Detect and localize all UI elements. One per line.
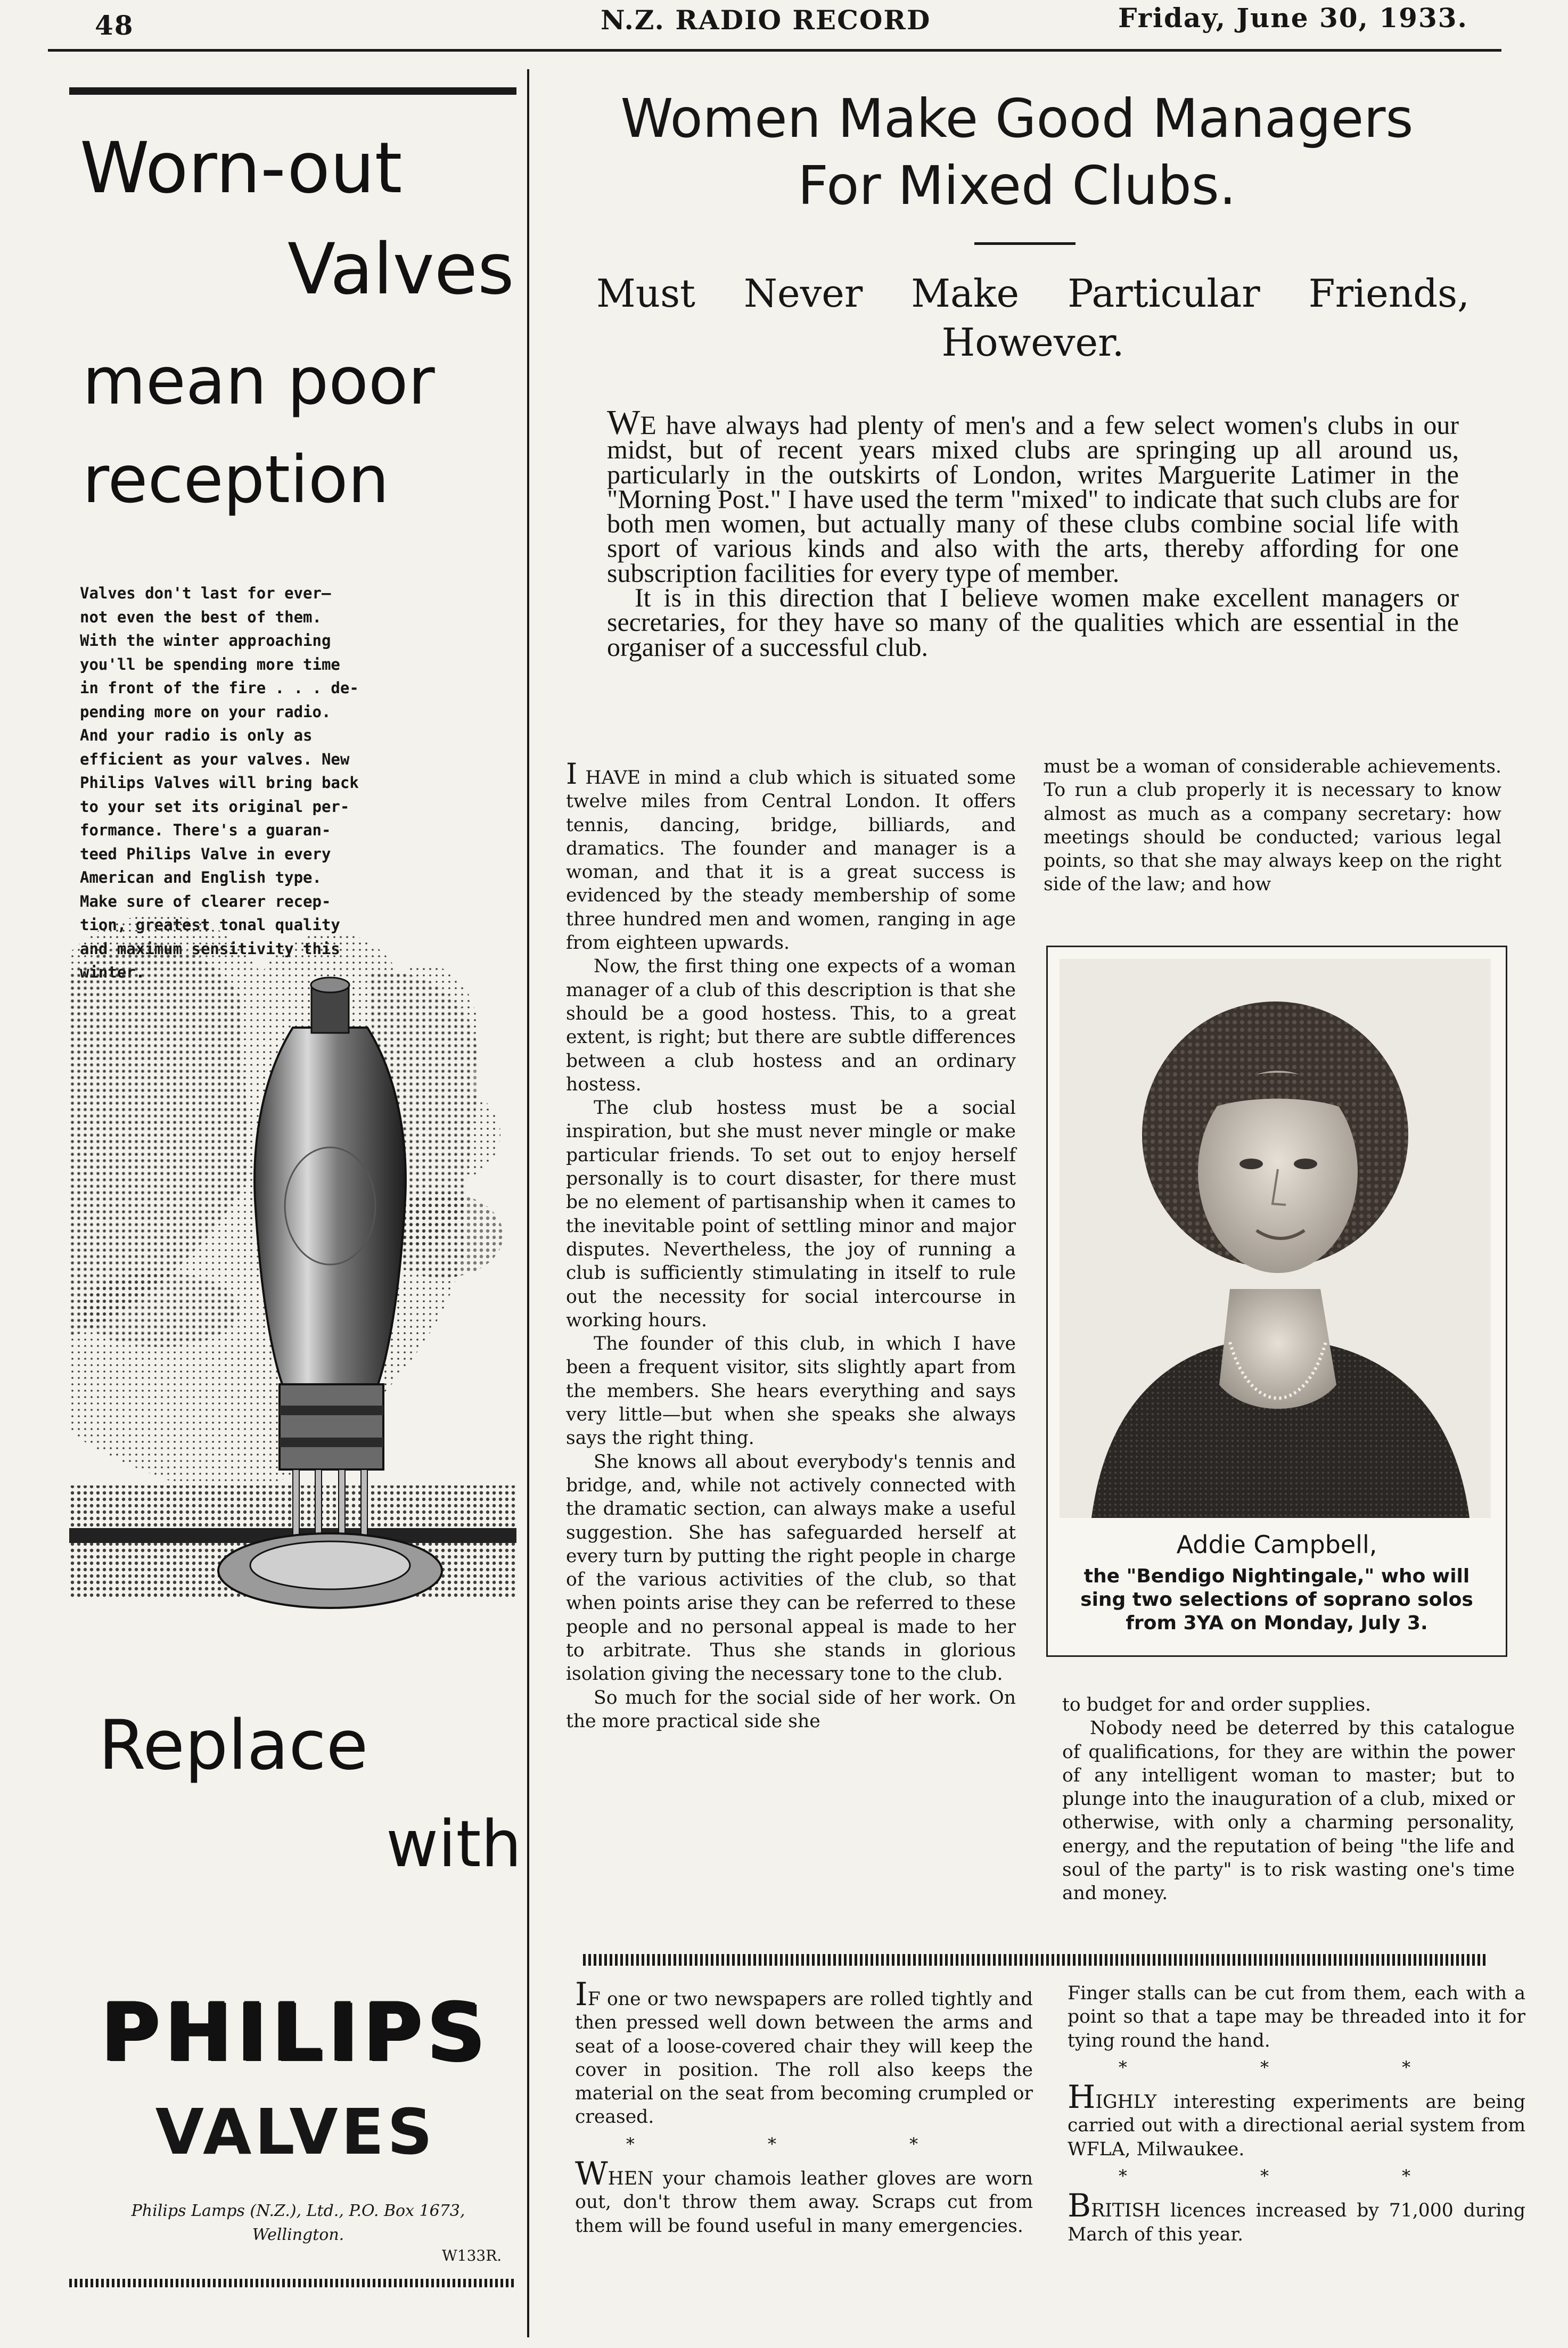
ad-body-line: tion, greatest tonal quality [80, 916, 340, 934]
ad-body-line: Philips Valves will bring back [80, 774, 359, 792]
philips-advertisement [69, 85, 522, 2311]
photo-box [1046, 946, 1507, 1657]
ad-product-valves: VALVES [155, 2095, 436, 2169]
intro-paragraph-1 [607, 403, 1459, 588]
ad-headline-worn-out: Worn-out [80, 127, 403, 209]
filler-paragraph-finger-stalls: Finger stalls can be cut from them, each with a point so that a tape may be threaded into it for tying round the hand. [1068, 1983, 1525, 2051]
ad-body-line: Valves don't last for ever— [80, 584, 331, 602]
ad-body-line: pending more on your radio. [80, 702, 331, 721]
filler-text: HEN your chamois leather gloves are worn out, don't throw them away. Scraps cut from them will be found useful in many emergencies. [575, 2168, 1033, 2237]
filler-paragraph-gloves [575, 2155, 1033, 2238]
ad-address-line-2: Wellington. [252, 2226, 344, 2244]
col1-paragraph: So much for the social side of her work. On the more practical side she [566, 1687, 1016, 1732]
ad-replace: Replace [98, 1706, 368, 1785]
ad-with: with [386, 1808, 522, 1882]
filler-text: F one or two newspapers are rolled tightly and then pressed well down between the arms and seat of a loose-covered chair they will keep the cover in position. The roll also keeps the material on the seat from becoming crumpled or creased. [575, 1989, 1033, 2128]
filler-stars: * * * [626, 2133, 982, 2154]
filler-text: RITISH licences increased by 71,000 during March of this year. [1068, 2200, 1525, 2245]
col1-paragraph [566, 757, 1016, 955]
filler-text: IGHLY interesting experiments are being carried out with a directional aerial system from WFLA, Milwaukee. [1068, 2091, 1525, 2160]
filler-column-2 [1068, 1982, 1525, 2246]
filler-dropcap: I [575, 1976, 588, 2013]
filler-stars: * * * [1118, 2057, 1475, 2078]
hand-holding-valve-illustration [69, 697, 516, 1858]
ad-body-line: to your set its original per- [80, 797, 350, 816]
article-headline [564, 85, 1470, 219]
ad-body-line: American and English type. [80, 868, 322, 886]
filler-paragraph-licences [1068, 2187, 1525, 2246]
filler-dropcap: H [1068, 2079, 1096, 2116]
portrait-photo [1060, 959, 1491, 1518]
photo-caption-name: Addie Campbell, [1176, 1530, 1377, 1559]
filler-column-1 [575, 1976, 1033, 2238]
col1-text: HAVE in mind a club which is situated some twelve miles from Central London. It offers tennis, dancing, bridge, billiards, and dramatics. The founder and manager is a woman, and that it is a great success is evidenced by the steady membership of some three hundred men and women, ranging in age from eighteen upwards. [566, 767, 1016, 954]
ad-headline-mean-poor: mean poor [83, 343, 435, 419]
ad-body-line: And your radio is only as [80, 726, 313, 744]
col2-paragraph: to budget for and order supplies. [1062, 1694, 1371, 1715]
ad-headline-reception: reception [83, 442, 389, 518]
col1-paragraph: She knows all about everybody's tennis and bridge, and, while not actively connected with the dramatic section, can always make a useful suggestion. She has safeguarded herself at every turn by putting the right people in charge of the various activities of the club, so that when points arise they can be referred to these people and no personal appeal is made to her to arbitrate. Thus she stands in glorious isolation giving the necessary tone to the club. [566, 1451, 1016, 1685]
intro-text-1: E have always had plenty of men's and a few select women's clubs in our midst, but of recent years mixed clubs are springing up all around us, particularly in the outskirts of London, writes Marguerite Latimer in the "Morning Post." I have used the term "mixed" to indicate that such clubs are for both men women, but actually many of these clubs combine social life with sport of various kinds and also with the arts, thereby affording for one subscription facilities for every type of member. [607, 410, 1459, 588]
ad-body-line: you'll be spending more time [80, 655, 340, 674]
filler-stars: * * * [1118, 2166, 1475, 2187]
headline-rule [974, 242, 1076, 245]
ad-body-line: formance. There's a guaran- [80, 821, 331, 839]
ad-body-line: not even the best of them. [80, 607, 322, 626]
col1-dropcap: I [566, 757, 578, 791]
ad-top-rule [69, 87, 516, 95]
subheading-line-2: However. [941, 320, 1124, 365]
col1-paragraph: Now, the first thing one expects of a woman manager of a club of this description is that she should be a good hostess. This, to a great extent, is right; but there are subtle differences between a club hostess and an ordinary hostess. [566, 956, 1016, 1095]
issue-date: Friday, June 30, 1933. [1118, 2, 1468, 34]
filler-paragraph-experiments [1068, 2079, 1525, 2161]
ad-address-line-1: Philips Lamps (N.Z.), Ltd., P.O. Box 1673, [131, 2202, 465, 2220]
ad-code: W133R. [442, 2247, 502, 2264]
header-rule [48, 49, 1501, 52]
ad-body-line: With the winter approaching [80, 631, 331, 650]
col2-paragraph: must be a woman of considerable achievements. To run a club properly it is necessary to know almost as much as a company secretary: how meetings should be conducted; various legal points, so that she may always keep on the right side of the law; and how [1044, 756, 1501, 896]
col1-paragraph: The club hostess must be a social inspiration, but she must never mingle or make particular friends. To set out to enjoy herself personally is to court disaster, for there must be no element of partisanship when it cames to the inevitable point of settling minor and major disputes. Nevertheless, the joy of running a club is sufficiently stimulating in itself to rule out the necessity for social intercourse in working hours. [566, 1097, 1016, 1331]
ad-body-line: teed Philips Valve in every [80, 844, 331, 863]
filler-dropcap: B [1068, 2187, 1091, 2225]
intro-paragraph-2: It is in this direction that I believe women make excellent managers or secretaries, for they have so many of the qualities which are essential in the organiser of a successful club. [607, 582, 1459, 662]
philips-brand-logo: PHILIPS [101, 1986, 490, 2079]
col1-paragraph: The founder of this club, in which I have been a frequent visitor, sits slightly apart from the members. She hears everything and says very little—but when she speaks she always says the right thing. [566, 1333, 1016, 1449]
article-intro [607, 403, 1459, 662]
publication-title: N.Z. RADIO RECORD [601, 4, 931, 36]
headline-line-1: Women Make Good Managers [620, 87, 1414, 150]
ad-headline-valves: Valves [288, 228, 514, 310]
article-subheading [596, 269, 1470, 367]
column-divider [527, 69, 529, 2337]
article-column-2-bottom [1062, 1693, 1515, 1906]
photo-caption-text: the "Bendigo Nightingale," who will sing two selections of soprano solos from 3YA on Monday, July 3. [1080, 1565, 1473, 1634]
filler-dropcap: W [575, 2155, 608, 2193]
article-column-1 [566, 757, 1016, 1733]
article-column-2-top [1044, 755, 1501, 897]
ad-body-line: Make sure of clearer recep- [80, 892, 331, 910]
headline-line-2: For Mixed Clubs. [798, 154, 1236, 217]
article-bottom-separator [583, 1954, 1485, 1966]
col2-paragraph: Nobody need be deterred by this catalogue of qualifications, for they are within the power of any intelligent woman to master; but to plunge into the inauguration of a club, mixed or otherwise, with only a charming personality, energy, and the reputation of being "the life and soul of the party" is to risk wasting one's time and money. [1062, 1718, 1515, 1904]
ad-body-line: efficient as your valves. New [80, 750, 350, 768]
page-number: 48 [95, 10, 134, 41]
ad-body-line: in front of the fire . . . de- [80, 679, 359, 697]
subheading-line-1: Must Never Make Particular Friends, [596, 271, 1470, 316]
intro-dropcap: W [607, 403, 641, 442]
filler-paragraph-newspapers [575, 1976, 1033, 2129]
ad-bottom-rule [69, 2279, 516, 2287]
